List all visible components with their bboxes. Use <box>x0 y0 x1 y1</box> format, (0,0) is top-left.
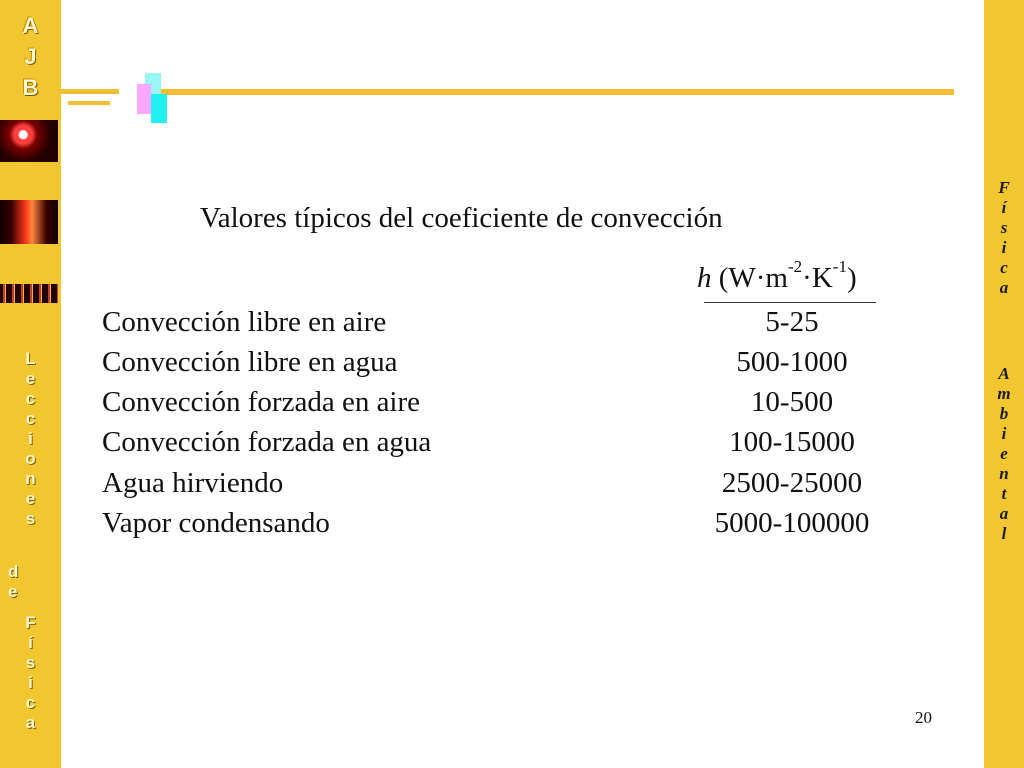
row-label: Convección libre en agua <box>102 346 398 378</box>
lab-photo-thumbnail-1 <box>0 120 58 162</box>
letter: s <box>25 509 36 528</box>
header-rule <box>152 89 954 95</box>
letter: a <box>999 278 1009 297</box>
row-label: Convección libre en aire <box>102 306 387 338</box>
letter: m <box>997 384 1011 403</box>
letter: A <box>998 364 1010 383</box>
row-label: Convección forzada en aire <box>102 386 421 418</box>
letter: F <box>998 178 1010 197</box>
table-row <box>102 386 902 426</box>
vertical-text-ambiental <box>984 364 1024 544</box>
letter: c <box>25 693 36 712</box>
letter: e <box>25 489 36 508</box>
row-value: 500-1000 <box>736 346 848 378</box>
logo-letter: B <box>22 75 39 100</box>
decorative-square-pink <box>137 84 151 114</box>
row-value: 5-25 <box>765 306 819 338</box>
letter: c <box>1000 258 1008 277</box>
letter: d <box>8 562 19 581</box>
letter: í <box>1001 198 1007 217</box>
table-row <box>102 346 902 386</box>
letter: a <box>25 713 36 732</box>
row-value: 10-500 <box>750 386 834 418</box>
spectrum-thumbnail <box>0 284 58 303</box>
letter: s <box>25 653 36 672</box>
header-rule-short-2 <box>68 101 110 105</box>
slide-title: Valores típicos del coeficiente de convección <box>200 202 723 234</box>
table-row <box>102 507 902 547</box>
letter: e <box>25 369 36 388</box>
table-row <box>102 426 902 466</box>
vertical-text-de <box>8 562 32 602</box>
header-symbol: h <box>697 262 712 294</box>
table-row <box>102 467 902 507</box>
row-label: Vapor condensando <box>102 507 330 539</box>
letter: F <box>25 613 36 632</box>
letter: i <box>28 673 33 692</box>
page-number: 20 <box>915 708 932 727</box>
vertical-text-fisica <box>0 613 61 733</box>
letter: i <box>1001 238 1007 257</box>
letter: l <box>1001 524 1007 543</box>
header-exponent-1: -2 <box>788 257 803 277</box>
letter: e <box>8 582 18 601</box>
logo-letter: J <box>24 44 37 69</box>
row-value: 5000-100000 <box>714 507 870 539</box>
letter: n <box>999 464 1009 483</box>
table-row <box>102 306 902 346</box>
letter: s <box>1000 218 1008 237</box>
column-header <box>697 257 857 295</box>
letter: c <box>25 409 36 428</box>
letter: e <box>1000 444 1008 463</box>
header-underline <box>704 302 876 303</box>
letter: i <box>1001 424 1007 443</box>
letter: b <box>999 404 1009 423</box>
row-label: Agua hirviendo <box>102 467 284 499</box>
letter: o <box>25 449 36 468</box>
logo-letter: A <box>22 13 39 38</box>
header-unit-mid: ·K <box>802 262 833 294</box>
letter: t <box>1001 484 1007 503</box>
row-label: Convección forzada en agua <box>102 426 432 458</box>
letter: c <box>25 389 36 408</box>
letter: L <box>25 349 36 368</box>
letter: a <box>999 504 1009 523</box>
header-exponent-2: -1 <box>832 257 847 277</box>
vertical-text-lecciones <box>0 349 61 529</box>
letter: í <box>28 633 33 652</box>
ajb-logo <box>0 10 61 103</box>
row-value: 100-15000 <box>729 426 855 458</box>
header-unit-open: (W·m <box>711 262 788 294</box>
header-unit-close: ) <box>846 262 857 294</box>
decorative-square-cyan <box>151 94 167 123</box>
lab-photo-thumbnail-2 <box>0 200 58 244</box>
vertical-text-fisica-right <box>984 178 1024 298</box>
letter: n <box>25 469 36 488</box>
header-rule-short-1 <box>61 89 119 94</box>
row-value: 2500-25000 <box>721 467 863 499</box>
letter: i <box>28 429 33 448</box>
